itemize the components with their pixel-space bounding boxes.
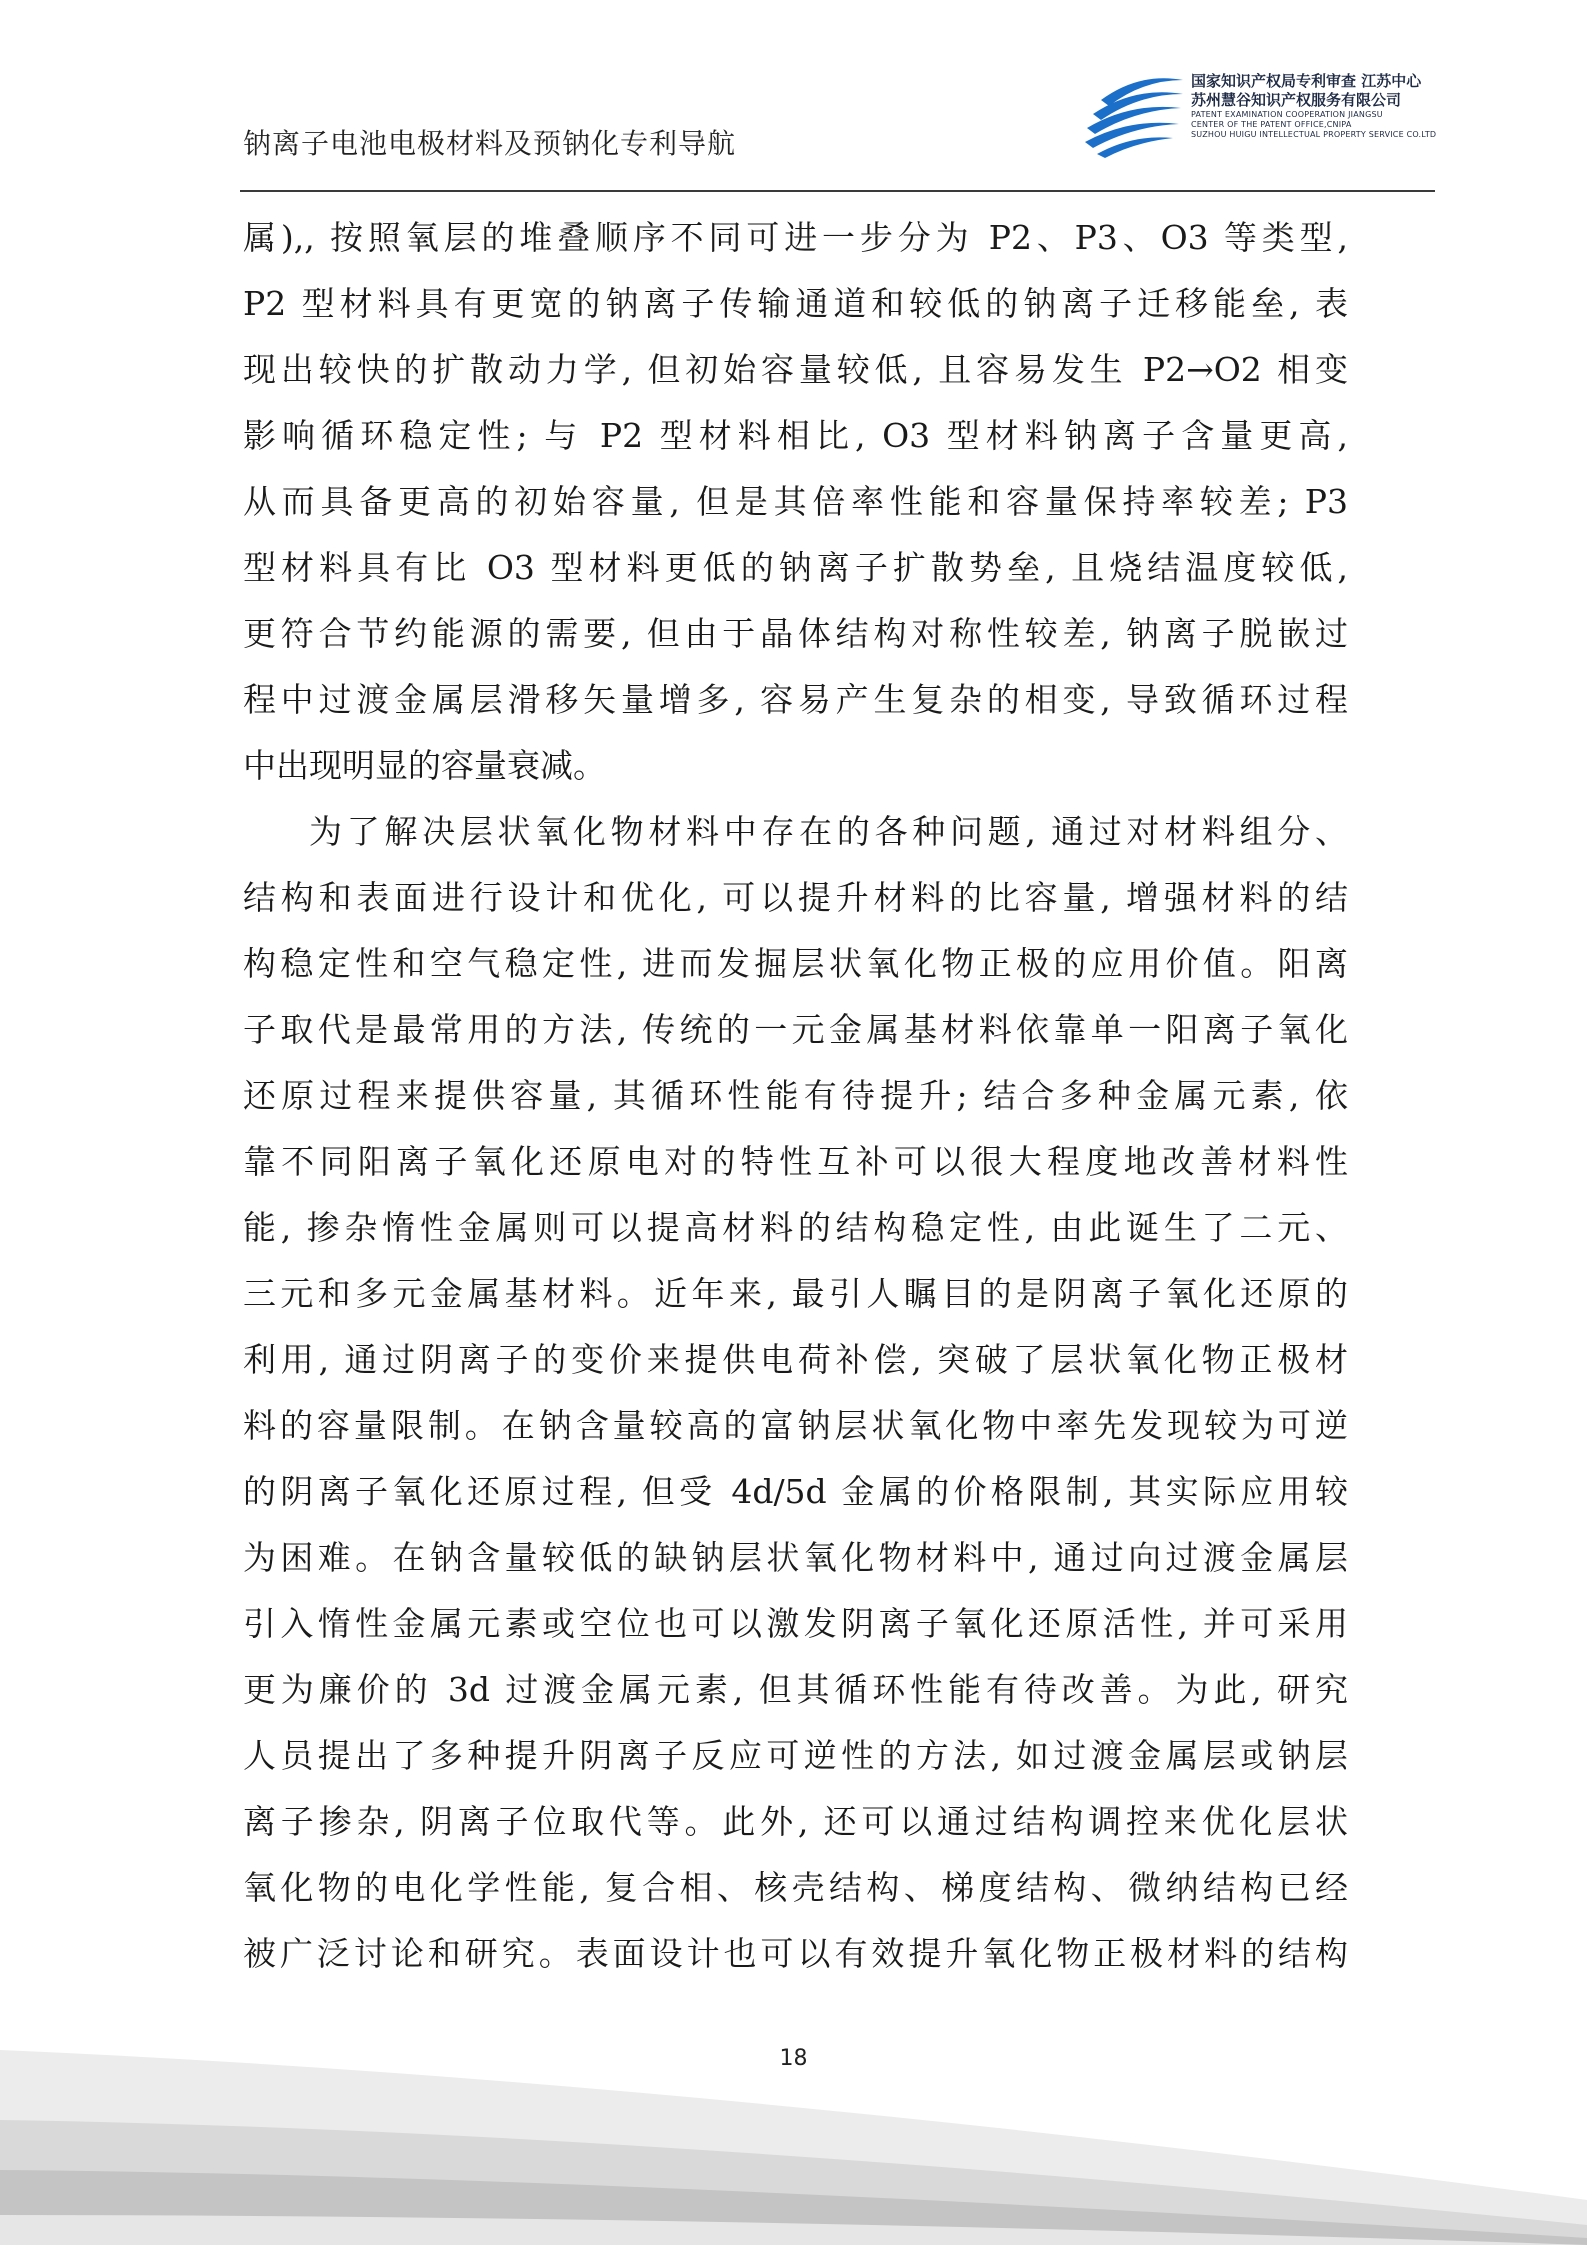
text-line: 利用, 通过阴离子的变价来提供电荷补偿, 突破了层状氧化物正极材	[243, 1340, 1348, 1379]
text-line: 现出较快的扩散动力学, 但初始容量较低, 且容易发生 P2→O2 相变	[243, 350, 1348, 389]
logo-wordmark	[1191, 72, 1436, 140]
text-line: 引入惰性金属元素或空位也可以激发阴离子氧化还原活性, 并可采用	[243, 1604, 1348, 1643]
text-line: 能, 掺杂惰性金属则可以提高材料的结构稳定性, 由此诞生了二元、	[243, 1208, 1348, 1247]
logo-line-4: CENTER OF THE PATENT OFFICE,CNIPA	[1191, 120, 1352, 129]
logo-line-1: 国家知识产权局专利审查 江苏中心	[1191, 72, 1422, 90]
organization-logo	[1083, 66, 1443, 166]
text-line: 程中过渡金属层滑移矢量增多, 容易产生复杂的相变, 导致循环过程	[243, 680, 1348, 719]
text-line: 人员提出了多种提升阴离子反应可逆性的方法, 如过渡金属层或钠层	[243, 1736, 1348, 1775]
text-line: P2 型材料具有更宽的钠离子传输通道和较低的钠离子迁移能垒, 表	[243, 284, 1348, 323]
document-title: 钠离子电池电极材料及预钠化专利导航	[243, 127, 737, 160]
text-line: 氧化物的电化学性能, 复合相、核壳结构、梯度结构、微纳结构已经	[243, 1868, 1348, 1907]
paragraph-start-line: 为了解决层状氧化物材料中存在的各种问题, 通过对材料组分、	[309, 812, 1348, 851]
text-line: 被广泛讨论和研究。表面设计也可以有效提升氧化物正极材料的结构	[243, 1934, 1348, 1973]
text-line: 属),, 按照氧层的堆叠顺序不同可进一步分为 P2、P3、O3 等类型,	[243, 218, 1348, 257]
text-line: 靠不同阳离子氧化还原电对的特性互补可以很大程度地改善材料性	[243, 1142, 1348, 1181]
text-line: 结构和表面进行设计和优化, 可以提升材料的比容量, 增强材料的结	[243, 878, 1348, 917]
body-text	[243, 210, 1348, 1992]
text-line: 子取代是最常用的方法, 传统的一元金属基材料依靠单一阳离子氧化	[243, 1010, 1348, 1049]
logo-line-2: 苏州慧谷知识产权服务有限公司	[1191, 91, 1402, 109]
text-line: 中出现明显的容量衰减。	[243, 746, 606, 785]
text-line: 三元和多元金属基材料。近年来, 最引人瞩目的是阴离子氧化还原的	[243, 1274, 1348, 1313]
text-line: 更符合节约能源的需要, 但由于晶体结构对称性较差, 钠离子脱嵌过	[243, 614, 1348, 653]
text-line: 型材料具有比 O3 型材料更低的钠离子扩散势垒, 且烧结温度较低,	[243, 548, 1348, 587]
text-line: 从而具备更高的初始容量, 但是其倍率性能和容量保持率较差; P3	[243, 482, 1348, 521]
swoosh-logo-icon	[1083, 66, 1187, 162]
text-line: 的阴离子氧化还原过程, 但受 4d/5d 金属的价格限制, 其实际应用较	[243, 1472, 1348, 1511]
text-line: 构稳定性和空气稳定性, 进而发掘层状氧化物正极的应用价值。阳离	[243, 944, 1348, 983]
logo-line-3: PATENT EXAMINATION COOPERATION JIANGSU	[1191, 110, 1383, 119]
text-line: 离子掺杂, 阴离子位取代等。此外, 还可以通过结构调控来优化层状	[243, 1802, 1348, 1841]
page-number: 18	[779, 2046, 808, 2071]
text-line: 更为廉价的 3d 过渡金属元素, 但其循环性能有待改善。为此, 研究	[243, 1670, 1348, 1709]
header-divider	[240, 190, 1435, 192]
logo-line-5: SUZHOU HUIGU INTELLECTUAL PROPERTY SERVICE CO.LTD	[1191, 130, 1437, 139]
text-line: 为困难。在钠含量较低的缺钠层状氧化物材料中, 通过向过渡金属层	[243, 1538, 1348, 1577]
text-line: 影响循环稳定性; 与 P2 型材料相比, O3 型材料钠离子含量更高,	[243, 416, 1348, 455]
text-line: 还原过程来提供容量, 其循环性能有待提升; 结合多种金属元素, 依	[243, 1076, 1348, 1115]
text-line: 料的容量限制。在钠含量较高的富钠层状氧化物中率先发现较为可逆	[243, 1406, 1348, 1445]
